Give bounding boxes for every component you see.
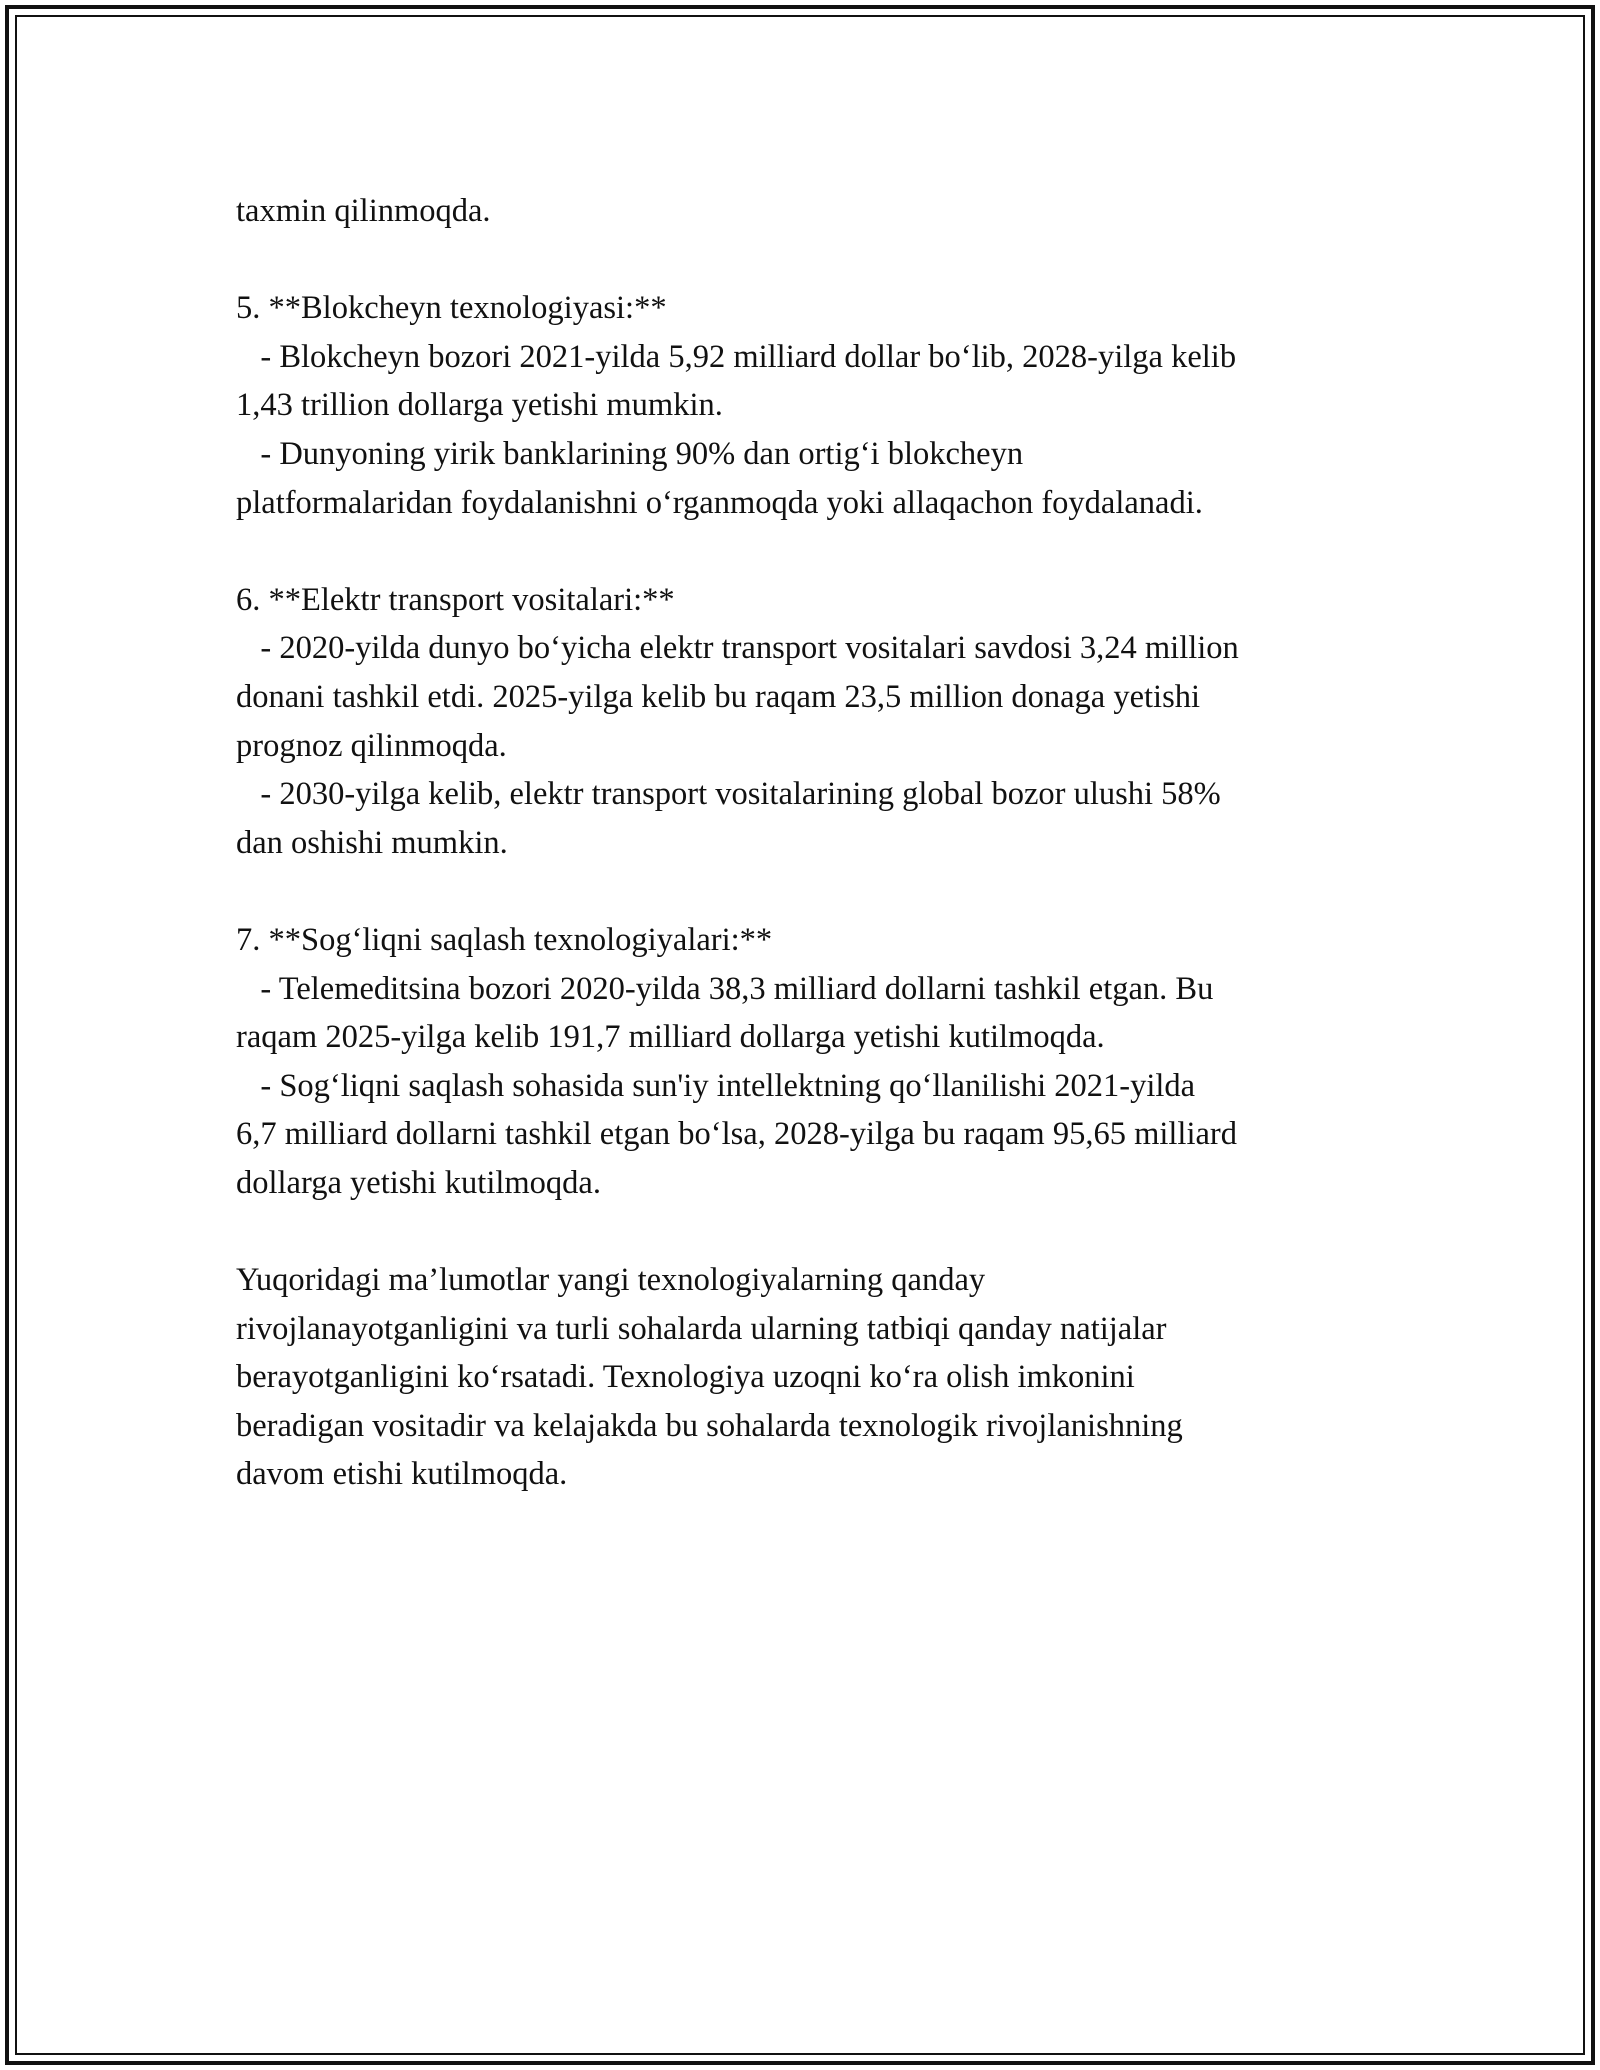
document-body: [236, 187, 1396, 1499]
section-line: 6,7 milliard dollarni tashkil etgan bo‘lsa, 2028-yilga bu raqam 95,65 milliard: [236, 1116, 1237, 1153]
section-line: - Dunyoning yirik banklarining 90% dan ortig‘i blokcheyn: [236, 435, 1024, 472]
conclusion-line: davom etishi kutilmoqda.: [236, 1456, 568, 1493]
section-heading: 6. **Elektr transport vositalari:**: [236, 581, 675, 618]
paragraph-gap: [236, 236, 1396, 285]
conclusion-line: rivojlanayotganligini va turli sohalarda ularning tatbiqi qanday natijalar: [236, 1310, 1167, 1347]
section-line: platformalaridan foydalanishni o‘rganmoqda yoki allaqachon foydalanadi.: [236, 484, 1203, 521]
section-line: - Sog‘liqni saqlash sohasida sun'iy intellektning qo‘llanilishi 2021-yilda: [236, 1067, 1196, 1104]
paragraph-gap: [236, 867, 1396, 916]
paragraph-gap: [236, 527, 1396, 576]
paragraph-gap: [236, 1207, 1396, 1256]
section-line: - Blokcheyn bozori 2021-yilda 5,92 milliard dollar bo‘lib, 2028-yilga kelib: [236, 338, 1237, 375]
section-health-tech: [236, 916, 1396, 1208]
conclusion-line: berayotganligini ko‘rsatadi. Texnologiya uzoqni ko‘ra olish imkonini: [236, 1359, 1135, 1396]
section-blockchain: [236, 284, 1396, 527]
intro-line: taxmin qilinmoqda.: [236, 193, 491, 229]
section-line: dan oshishi mumkin.: [236, 824, 508, 861]
section-heading: 7. **Sog‘liqni saqlash texnologiyalari:**: [236, 921, 773, 958]
section-line: - 2030-yilga kelib, elektr transport vositalarining global bozor ulushi 58%: [236, 776, 1221, 813]
conclusion-line: Yuqoridagi ma’lumotlar yangi texnologiyalarning qanday: [236, 1262, 986, 1299]
section-line: prognoz qilinmoqda.: [236, 727, 507, 764]
section-line: dollarga yetishi kutilmoqda.: [236, 1164, 601, 1201]
section-heading: 5. **Blokcheyn texnologiyasi:**: [236, 290, 667, 327]
section-line: 1,43 trillion dollarga yetishi mumkin.: [236, 387, 723, 424]
section-electric-vehicles: [236, 576, 1396, 868]
section-line: - Telemeditsina bozori 2020-yilda 38,3 milliard dollarni tashkil etgan. Bu: [236, 970, 1214, 1007]
conclusion-paragraph: [236, 1256, 1396, 1499]
conclusion-line: beradigan vositadir va kelajakda bu sohalarda texnologik rivojlanishning: [236, 1407, 1183, 1444]
section-line: - 2020-yilda dunyo bo‘yicha elektr transport vositalari savdosi 3,24 million: [236, 630, 1239, 667]
section-line: raqam 2025-yilga kelib 191,7 milliard dollarga yetishi kutilmoqda.: [236, 1019, 1105, 1056]
section-line: donani tashkil etdi. 2025-yilga kelib bu raqam 23,5 million donaga yetishi: [236, 678, 1201, 715]
